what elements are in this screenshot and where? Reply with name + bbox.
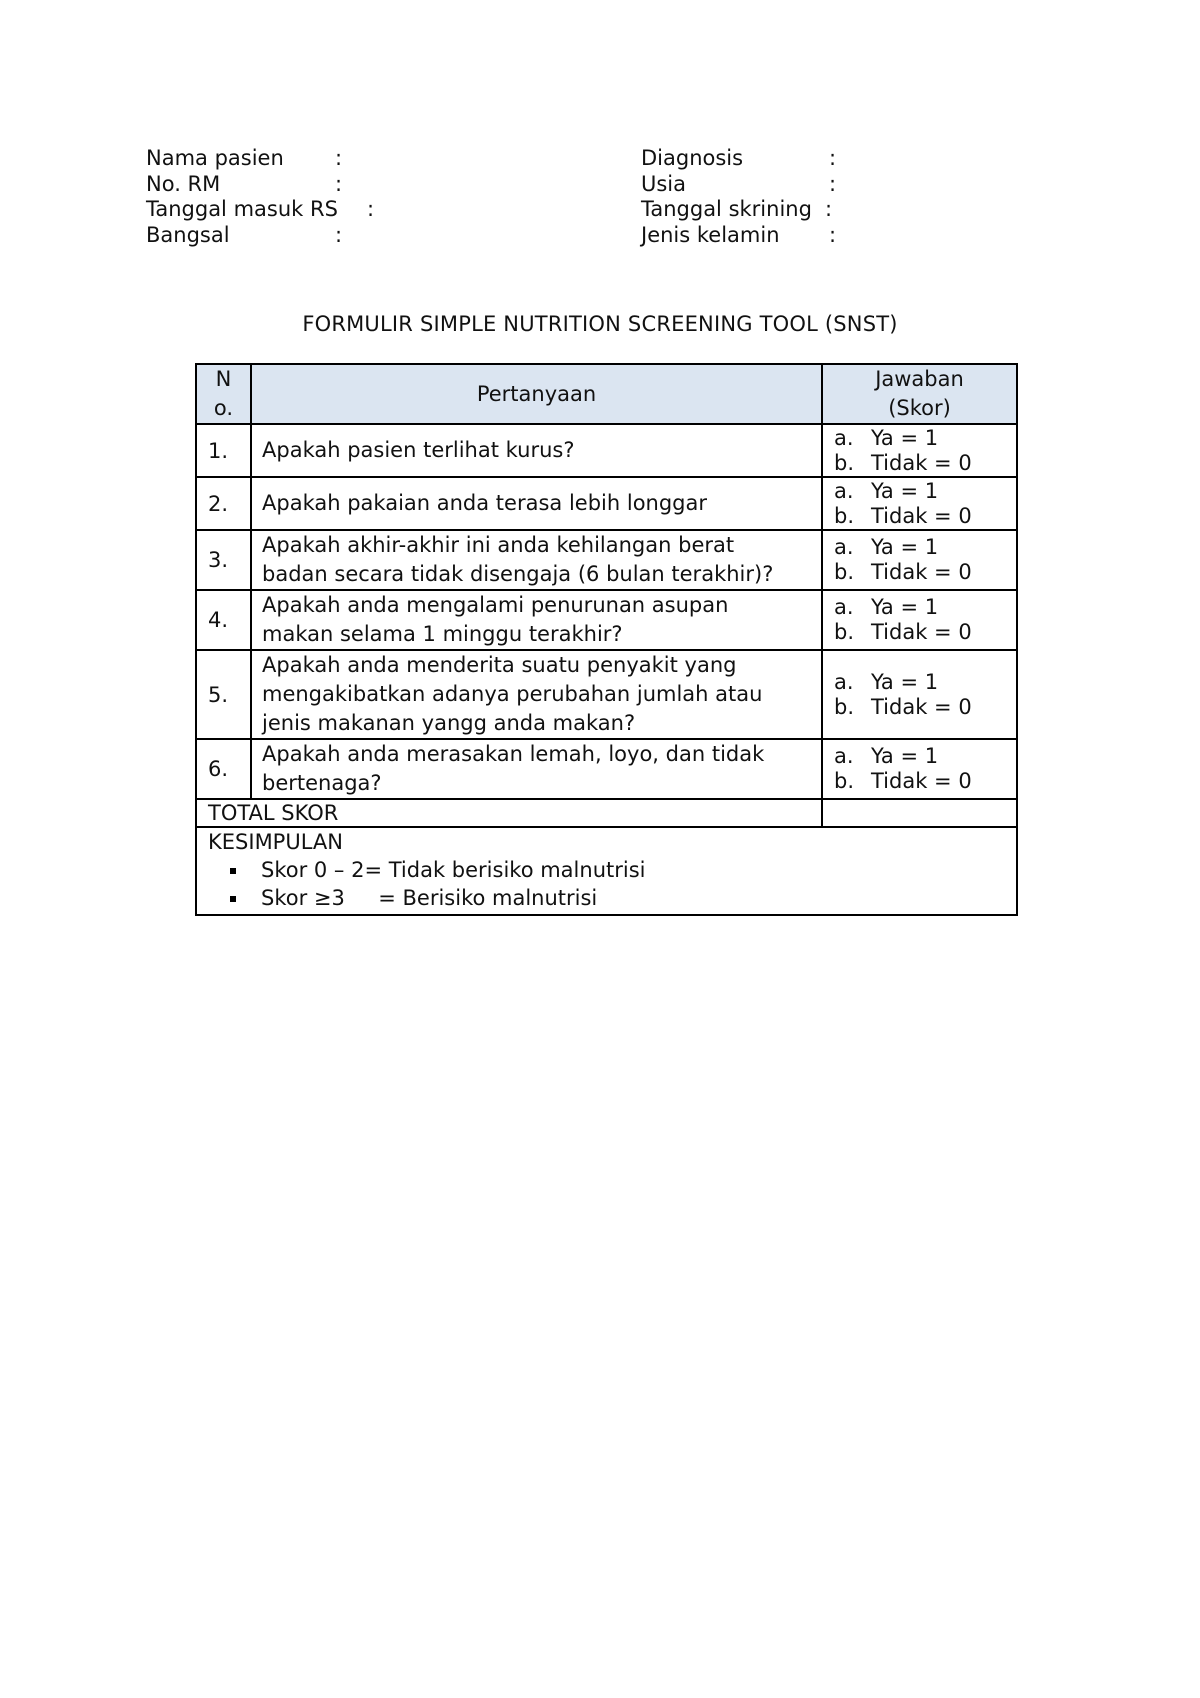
header-question: Pertanyaan: [251, 364, 822, 424]
row-question: [251, 424, 822, 477]
conclusion-item-text: Skor 0 – 2= Tidak berisiko malnutrisi: [261, 858, 646, 882]
table-row: [196, 424, 1017, 477]
info-colon: :: [367, 197, 375, 221]
question-line: bertenaga?: [262, 771, 382, 795]
row-question: [251, 650, 822, 739]
option-text: Ya = 1: [871, 595, 939, 619]
snst-table: [195, 363, 1018, 916]
option-text: Ya = 1: [871, 478, 939, 503]
info-colon: :: [335, 222, 343, 247]
bullet-icon: [230, 896, 236, 902]
info-colon: :: [829, 171, 837, 196]
header-no: [196, 364, 251, 424]
question-line: Apakah pasien terlihat kurus?: [262, 438, 575, 462]
row-question: [251, 590, 822, 650]
option-letter: a.: [834, 595, 854, 619]
header-answer-line1: Jawaban: [875, 367, 964, 391]
option-ya[interactable]: [834, 744, 1016, 769]
header-no-line2: o.: [213, 396, 234, 420]
conclusion-item: [208, 856, 1016, 884]
conclusion-cell: [196, 827, 1017, 915]
option-tidak[interactable]: [834, 504, 1016, 529]
option-letter: a.: [834, 669, 854, 694]
total-value-field[interactable]: [822, 799, 1017, 827]
option-text: Tidak = 0: [871, 450, 972, 475]
info-label: No. RM: [146, 171, 221, 196]
table-row: [196, 590, 1017, 650]
total-label: TOTAL SKOR: [196, 799, 822, 827]
conclusion-item: [208, 884, 1016, 912]
row-number: 6.: [196, 739, 251, 799]
row-answer: [822, 650, 1017, 739]
option-tidak[interactable]: [834, 769, 1016, 794]
row-question: [251, 530, 822, 590]
row-question: [251, 739, 822, 799]
option-letter: b.: [834, 769, 855, 793]
option-letter: b.: [834, 560, 855, 584]
option-ya[interactable]: [834, 535, 1016, 560]
option-ya[interactable]: [834, 595, 1016, 620]
option-ya[interactable]: [834, 670, 1016, 695]
option-letter: a.: [834, 478, 854, 503]
option-letter: a.: [834, 425, 854, 450]
conclusion-row: [196, 827, 1017, 915]
question-line: Apakah anda menderita suatu penyakit yang: [262, 653, 737, 677]
option-letter: b.: [834, 503, 855, 528]
row-number: 4.: [196, 590, 251, 650]
question-line: makan selama 1 minggu terakhir?: [262, 622, 623, 646]
header-answer: [822, 364, 1017, 424]
option-letter: b.: [834, 450, 855, 475]
header-answer-line2: (Skor): [888, 396, 951, 420]
option-tidak[interactable]: [834, 451, 1016, 476]
row-answer: [822, 424, 1017, 477]
question-line: Apakah anda mengalami penurunan asupan: [262, 593, 729, 617]
option-text: Ya = 1: [871, 535, 939, 559]
option-text: Ya = 1: [871, 669, 939, 694]
option-text: Tidak = 0: [871, 503, 972, 528]
row-answer: [822, 477, 1017, 530]
option-text: Tidak = 0: [871, 769, 972, 793]
row-answer: [822, 530, 1017, 590]
question-line: badan secara tidak disengaja (6 bulan terakhir)?: [262, 562, 774, 586]
bullet-icon: [230, 868, 236, 874]
option-tidak[interactable]: [834, 695, 1016, 720]
option-letter: b.: [834, 694, 855, 719]
total-row: [196, 799, 1017, 827]
info-colon: :: [829, 146, 837, 170]
question-line: mengakibatkan adanya perubahan jumlah atau: [262, 682, 763, 706]
info-label: Tanggal skrining: [641, 197, 812, 221]
info-colon: :: [335, 146, 343, 170]
row-number: 5.: [196, 650, 251, 739]
table-row: [196, 739, 1017, 799]
info-label: Bangsal: [146, 222, 230, 247]
option-ya[interactable]: [834, 426, 1016, 451]
table-row: [196, 530, 1017, 590]
info-label: Nama pasien: [146, 146, 284, 170]
table-row: [196, 650, 1017, 739]
conclusion-item-text: Skor ≥3 = Berisiko malnutrisi: [261, 886, 598, 910]
info-label: Jenis kelamin: [641, 222, 780, 247]
question-line: Apakah akhir-akhir ini anda kehilangan berat: [262, 533, 735, 557]
header-no-line1: N: [215, 367, 232, 391]
row-answer: [822, 590, 1017, 650]
info-label: Diagnosis: [641, 146, 744, 170]
option-text: Tidak = 0: [871, 620, 972, 644]
info-colon: :: [335, 171, 343, 196]
option-text: Tidak = 0: [871, 560, 972, 584]
option-tidak[interactable]: [834, 620, 1016, 645]
option-ya[interactable]: [834, 479, 1016, 504]
question-line: Apakah anda merasakan lemah, loyo, dan tidak: [262, 742, 765, 766]
row-number: 1.: [196, 424, 251, 477]
option-letter: a.: [834, 535, 854, 559]
info-colon: :: [825, 197, 833, 221]
row-number: 3.: [196, 530, 251, 590]
option-letter: a.: [834, 744, 854, 768]
option-letter: b.: [834, 620, 855, 644]
row-number: 2.: [196, 477, 251, 530]
question-line: jenis makanan yangg anda makan?: [262, 711, 636, 735]
option-text: Tidak = 0: [871, 694, 972, 719]
row-question: [251, 477, 822, 530]
table-header-row: [196, 364, 1017, 424]
table-row: [196, 477, 1017, 530]
info-label: Tanggal masuk RS: [146, 197, 338, 221]
row-answer: [822, 739, 1017, 799]
option-text: Ya = 1: [871, 425, 939, 450]
option-text: Ya = 1: [871, 744, 939, 768]
option-tidak[interactable]: [834, 560, 1016, 585]
form-title: FORMULIR SIMPLE NUTRITION SCREENING TOOL (SNST): [302, 312, 898, 336]
info-colon: :: [829, 222, 837, 247]
question-line: Apakah pakaian anda terasa lebih longgar: [262, 491, 708, 515]
conclusion-title: KESIMPULAN: [208, 830, 343, 854]
info-label: Usia: [641, 171, 687, 196]
